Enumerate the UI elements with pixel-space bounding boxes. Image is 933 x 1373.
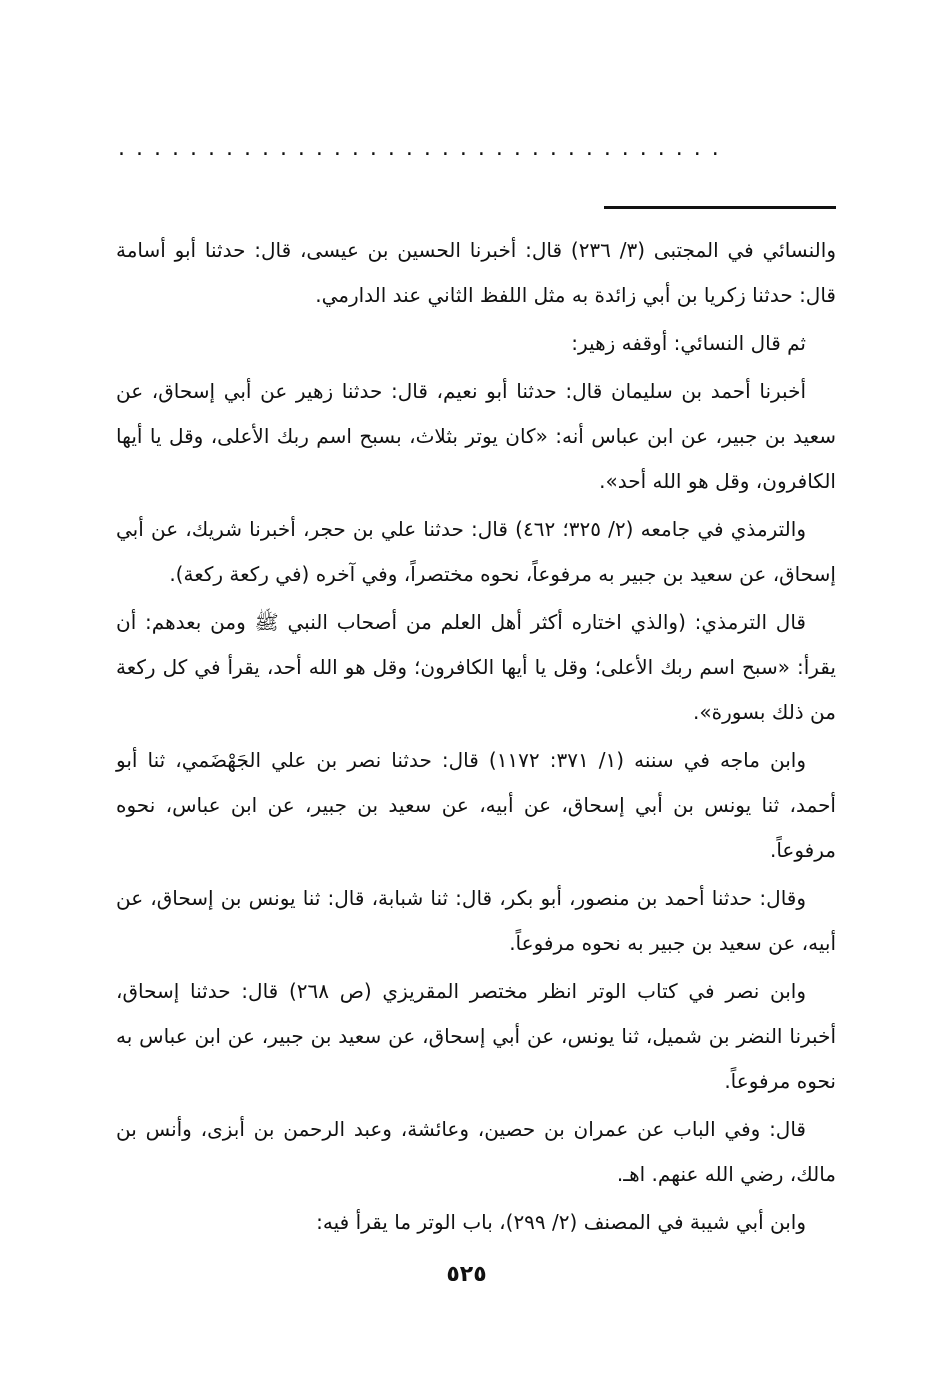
- paragraph: وابن نصر في كتاب الوتر انظر مختصر المقريزي (ص ٢٦٨) قال: حدثنا إسحاق، أخبرنا النضر بن شميل، ثنا يونس، عن أبي إسحاق، عن سعيد بن جبير، عن ابن عباس به نحوه مرفوعاً.: [116, 979, 836, 1093]
- separator-dots: ..................................: [118, 138, 730, 160]
- body-text: [116, 228, 836, 1248]
- paragraph: والنسائي في المجتبى (٣/ ٢٣٦) قال: أخبرنا الحسين بن عيسى، قال: حدثنا أبو أسامة قال: حدثنا زكريا بن أبي زائدة به مثل اللفظ الثاني عند الدارمي.: [116, 238, 836, 307]
- paragraph: أخبرنا أحمد بن سليمان قال: حدثنا أبو نعيم، قال: حدثنا زهير عن أبي إسحاق، عن سعيد بن جبير، عن ابن عباس أنه: «كان يوتر بثلاث، بسبح اسم ربك الأعلى، وقل يا أيها الكافرون، وقل هو الله أحد».: [116, 379, 836, 493]
- page-number: ٥٢٥: [446, 1262, 487, 1287]
- paragraph: وقال: حدثنا أحمد بن منصور، أبو بكر، قال: ثنا شبابة، قال: ثنا يونس بن إسحاق، عن أبيه، عن سعيد بن جبير به نحوه مرفوعاً.: [116, 886, 836, 955]
- paragraph: وابن أبي شيبة في المصنف (٢/ ٢٩٩)، باب الوتر ما يقرأ فيه:: [316, 1210, 806, 1234]
- footnote-rule: [604, 206, 836, 209]
- paragraph: قال: وفي الباب عن عمران بن حصين، وعائشة، وعبد الرحمن بن أبزى، وأنس بن مالك، رضي الله عنهم. اهـ.: [116, 1117, 836, 1186]
- paragraph: وابن ماجه في سننه (١/ ٣٧١: ١١٧٢) قال: حدثنا نصر بن علي الجَهْضَمي، ثنا أبو أحمد، ثنا يونس بن أبي إسحاق، عن أبيه، عن سعيد بن جبير، عن ابن عباس، نحوه مرفوعاً.: [116, 748, 836, 862]
- paragraph: والترمذي في جامعه (٢/ ٣٢٥؛ ٤٦٢) قال: حدثنا علي بن حجر، أخبرنا شريك، عن أبي إسحاق، عن سعيد بن جبير به مرفوعاً، نحوه مختصراً، وفي آخره (في ركعة ركعة).: [116, 517, 836, 586]
- paragraph: قال الترمذي: (والذي اختاره أكثر أهل العلم من أصحاب النبي ﷺ ومن بعدهم: أن يقرأ: «سبح اسم ربك الأعلى؛ وقل يا أيها الكافرون؛ وقل هو الله أحد، يقرأ في كل ركعة من ذلك بسورة».: [116, 610, 836, 724]
- paragraph: ثم قال النسائي: أوقفه زهير:: [571, 331, 806, 355]
